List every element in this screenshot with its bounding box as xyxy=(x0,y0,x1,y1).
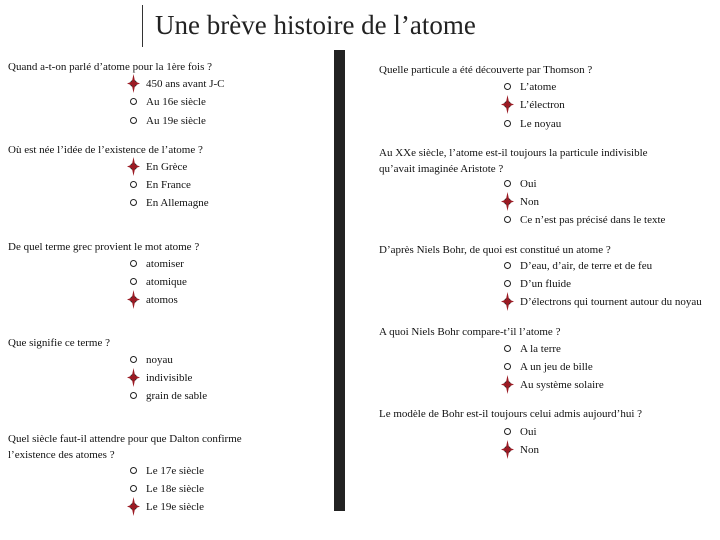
answer-label: D’eau, d’air, de terre et de feu xyxy=(520,260,653,272)
question-text: Où est née l’idée de l’existence de l’atome ? xyxy=(8,144,203,156)
answer-option[interactable] xyxy=(128,160,187,174)
answer-label: En Allemagne xyxy=(146,197,209,209)
radio-circle-icon[interactable] xyxy=(128,196,140,210)
question-text: Quand a-t-on parlé d’atome pour la 1ère fois ? xyxy=(8,61,213,73)
question-text: De quel terme grec provient le mot atome ? xyxy=(8,241,200,253)
answer-option[interactable] xyxy=(502,259,652,273)
answer-label: 450 ans avant J-C xyxy=(146,78,225,90)
answer-label: grain de sable xyxy=(146,390,208,402)
answer-label: Oui xyxy=(520,426,537,438)
answer-label: Ce n’est pas précisé dans le texte xyxy=(520,214,666,226)
question-text: Au XXe siècle, l’atome est-il toujours la particule indivisible xyxy=(379,147,648,159)
question-text: qu’avait imaginée Aristote ? xyxy=(379,163,504,175)
answer-label: atomos xyxy=(146,294,178,306)
answer-option[interactable] xyxy=(128,95,206,109)
question-text: Quelle particule a été découverte par Thomson ? xyxy=(379,64,593,76)
answer-label: Le noyau xyxy=(520,118,562,130)
selected-star-radio-icon[interactable] xyxy=(502,295,514,309)
answer-option[interactable] xyxy=(128,275,187,289)
answer-label: A la terre xyxy=(520,343,561,355)
radio-circle-icon[interactable] xyxy=(128,178,140,192)
answer-label: Non xyxy=(520,444,539,456)
answer-option[interactable] xyxy=(502,195,539,209)
question-text: Le modèle de Bohr est-il toujours celui admis aujourd’hui ? xyxy=(379,408,643,420)
answer-label: L’électron xyxy=(520,99,565,111)
radio-circle-icon[interactable] xyxy=(128,275,140,289)
answer-label: noyau xyxy=(146,354,173,366)
answer-label: En France xyxy=(146,179,191,191)
answer-option[interactable] xyxy=(128,77,225,91)
answer-option[interactable] xyxy=(502,425,537,439)
radio-circle-icon[interactable] xyxy=(502,213,514,227)
question-text: Quel siècle faut-il attendre pour que Dalton confirme xyxy=(8,433,242,445)
question-text: D’après Niels Bohr, de quoi est constitué un atome ? xyxy=(379,244,611,256)
radio-circle-icon[interactable] xyxy=(502,425,514,439)
radio-circle-icon[interactable] xyxy=(502,177,514,191)
selected-star-radio-icon[interactable] xyxy=(128,371,140,385)
answer-option[interactable] xyxy=(502,177,537,191)
answer-option[interactable] xyxy=(502,295,702,309)
answer-label: Le 19e siècle xyxy=(146,501,205,513)
selected-star-radio-icon[interactable] xyxy=(128,293,140,307)
answer-label: D’électrons qui tournent autour du noyau xyxy=(520,296,702,308)
column-divider xyxy=(334,50,345,511)
radio-circle-icon[interactable] xyxy=(502,360,514,374)
answer-label: A un jeu de bille xyxy=(520,361,593,373)
answer-option[interactable] xyxy=(502,342,561,356)
answer-option[interactable] xyxy=(128,389,207,403)
answer-option[interactable] xyxy=(128,464,204,478)
answer-label: indivisible xyxy=(146,372,193,384)
answer-label: Le 17e siècle xyxy=(146,465,205,477)
answer-option[interactable] xyxy=(128,196,209,210)
question-text: l’existence des atomes ? xyxy=(8,449,115,461)
radio-circle-icon[interactable] xyxy=(502,277,514,291)
selected-star-radio-icon[interactable] xyxy=(128,500,140,514)
answer-option[interactable] xyxy=(502,80,556,94)
answer-option[interactable] xyxy=(502,98,565,112)
radio-circle-icon[interactable] xyxy=(128,257,140,271)
answer-label: Non xyxy=(520,196,539,208)
answer-option[interactable] xyxy=(502,277,571,291)
answer-label: Le 18e siècle xyxy=(146,483,205,495)
radio-circle-icon[interactable] xyxy=(128,482,140,496)
answer-option[interactable] xyxy=(128,482,204,496)
answer-option[interactable] xyxy=(128,500,204,514)
title-rule xyxy=(142,5,143,47)
radio-circle-icon[interactable] xyxy=(502,342,514,356)
answer-option[interactable] xyxy=(502,213,665,227)
answer-label: Au système solaire xyxy=(520,379,604,391)
radio-circle-icon[interactable] xyxy=(128,95,140,109)
answer-label: En Grèce xyxy=(146,161,188,173)
radio-circle-icon[interactable] xyxy=(502,80,514,94)
selected-star-radio-icon[interactable] xyxy=(128,77,140,91)
radio-circle-icon[interactable] xyxy=(128,464,140,478)
selected-star-radio-icon[interactable] xyxy=(502,98,514,112)
selected-star-radio-icon[interactable] xyxy=(502,195,514,209)
answer-label: Au 16e siècle xyxy=(146,96,206,108)
answer-label: D’un fluide xyxy=(520,278,572,290)
selected-star-radio-icon[interactable] xyxy=(502,443,514,457)
radio-circle-icon[interactable] xyxy=(128,353,140,367)
radio-circle-icon[interactable] xyxy=(128,114,140,128)
answer-option[interactable] xyxy=(128,293,178,307)
page-title: Une brève histoire de l’atome xyxy=(155,10,476,40)
selected-star-radio-icon[interactable] xyxy=(128,160,140,174)
radio-circle-icon[interactable] xyxy=(502,117,514,131)
answer-option[interactable] xyxy=(502,378,604,392)
answer-option[interactable] xyxy=(502,117,561,131)
answer-label: Au 19e siècle xyxy=(146,115,206,127)
question-text: Que signifie ce terme ? xyxy=(8,337,111,349)
answer-option[interactable] xyxy=(502,443,539,457)
radio-circle-icon[interactable] xyxy=(502,259,514,273)
answer-option[interactable] xyxy=(128,353,173,367)
answer-label: atomique xyxy=(146,276,187,288)
answer-option[interactable] xyxy=(128,114,206,128)
answer-option[interactable] xyxy=(502,360,593,374)
selected-star-radio-icon[interactable] xyxy=(502,378,514,392)
answer-option[interactable] xyxy=(128,257,184,271)
answer-label: L’atome xyxy=(520,81,557,93)
answer-option[interactable] xyxy=(128,178,191,192)
answer-option[interactable] xyxy=(128,371,192,385)
answer-label: Oui xyxy=(520,178,537,190)
question-text: A quoi Niels Bohr compare-t’il l’atome ? xyxy=(379,326,561,338)
answer-label: atomiser xyxy=(146,258,184,270)
radio-circle-icon[interactable] xyxy=(128,389,140,403)
